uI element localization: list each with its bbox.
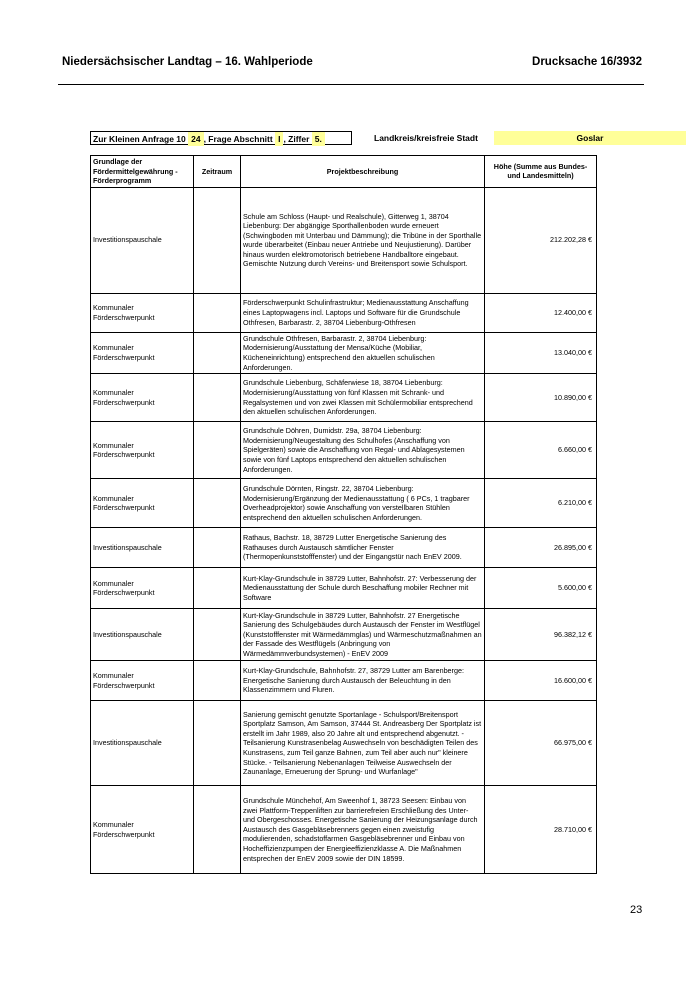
abschnitt-value: I xyxy=(275,132,283,146)
column-header-grundlage: Grundlage der Fördermittelgewährung - Förderprogramm xyxy=(91,156,194,188)
cell-grundlage: Kommunaler Förderschwerpunkt xyxy=(91,293,194,332)
cell-zeitraum xyxy=(194,479,241,528)
cell-zeitraum xyxy=(194,701,241,786)
header-parliament: Niedersächsischer Landtag – 16. Wahlperiode xyxy=(62,56,313,68)
table-body xyxy=(91,187,597,873)
cell-grundlage: Kommunaler Förderschwerpunkt xyxy=(91,332,194,373)
cell-hoehe: 12.400,00 € xyxy=(485,293,597,332)
cell-grundlage: Investitionspauschale xyxy=(91,701,194,786)
header-rule xyxy=(58,84,644,85)
table-row xyxy=(91,479,597,528)
table-row xyxy=(91,528,597,568)
anfrage-prefix: Zur Kleinen Anfrage 10 xyxy=(93,134,186,144)
table-row xyxy=(91,187,597,293)
landkreis-value: Goslar xyxy=(494,131,686,145)
table-row xyxy=(91,568,597,609)
cell-grundlage: Investitionspauschale xyxy=(91,609,194,661)
cell-beschreibung: Grundschule Münchehof, Am Sweenhof 1, 38723 Seesen: Einbau von zwei Plattform-Treppenliften zur barrierefreien Erschließung des Unter- und Obergeschosses. Energetische Sanierung der Heizungsanlage durch Austausch des Gasgebläsebrenners gegen einen zweistufig modulierenden, schadstoffarmen Gasgebläsebrenner und Einbau von Hocheffizienzpumpen der Energieeffizienzklasse A. Die Maßnahmen entsprechen der EnEV 2009 sowie der DIN 18599. xyxy=(241,786,485,874)
cell-hoehe: 6.660,00 € xyxy=(485,422,597,479)
cell-zeitraum xyxy=(194,187,241,293)
cell-beschreibung: Grundschule Dörnten, Ringstr. 22, 38704 Liebenburg: Modernisierung/Ergänzung der Medienausstattung ( 6 PCs, 1 tragbarer Overheadprojektor) sowie Anschaffung von verstellbaren Stühlen entsprechend den aktuellen schulischen Anforderungen. xyxy=(241,479,485,528)
ziffer-label: , Ziffer xyxy=(283,134,310,144)
cell-hoehe: 26.895,00 € xyxy=(485,528,597,568)
cell-beschreibung: Sanierung gemischt genutzte Sportanlage - Schulsport/Breitensport Sportplatz Samson, Am Samson, 37444 St. Andreasberg Der Sportplatz ist erstellt im Jahr 1989, also 20 Jahre alt und entsprechend abgenutzt. - Teilsanierung Kunstrasenbelag Auswechseln von beschädigten Teilen des Kunstrasens, zum Teil ganze Bahnen, zum Teil aber auch nur" kleinere Stücke. - Teilsanierung Nebenanlagen Teilweise Auswechseln der Zaunanlage, Erneuerung der Sprung- und Wurfanlage" xyxy=(241,701,485,786)
cell-hoehe: 5.600,00 € xyxy=(485,568,597,609)
cell-hoehe: 16.600,00 € xyxy=(485,661,597,701)
cell-beschreibung: Kurt-Klay-Grundschule in 38729 Lutter, Bahnhofstr. 27: Verbesserung der Medienausstattung der Schule durch Beschaffung mobiler Rechner mit Software xyxy=(241,568,485,609)
table-header-row xyxy=(91,156,597,188)
landkreis-label: Landkreis/kreisfreie Stadt xyxy=(374,133,478,143)
cell-grundlage: Kommunaler Förderschwerpunkt xyxy=(91,568,194,609)
column-header-zeitraum: Zeitraum xyxy=(194,156,241,188)
cell-hoehe: 13.040,00 € xyxy=(485,332,597,373)
cell-zeitraum xyxy=(194,332,241,373)
cell-grundlage: Investitionspauschale xyxy=(91,528,194,568)
reference-line xyxy=(90,131,604,147)
cell-beschreibung: Kurt-Klay-Grundschule in 38729 Lutter, Bahnhofstr. 27 Energetische Sanierung des Schulgebäudes durch Austausch der Fenster im Westflügel (Kunststofffenster mit Wärmedämmglas) und Wärmeschutzmaßnahmen an der Fassade des Westflügels (Anbringung von Wärmedämmverbundsystemen) - EnEV 2009 xyxy=(241,609,485,661)
cell-beschreibung: Grundschule Liebenburg, Schäferwiese 18, 38704 Liebenburg: Modernisierung/Ausstattung von fünf Klassen mit Schrank- und Regalsystemen und von zwei Klassen mit Schülermobiliar entsprechend den aktuellen schulischen Anforderungen. xyxy=(241,374,485,422)
table-row xyxy=(91,609,597,661)
table-row xyxy=(91,332,597,373)
cell-zeitraum xyxy=(194,528,241,568)
cell-beschreibung: Grundschule Othfresen, Barbarastr. 2, 38704 Liebenburg: Modernisierung/Ausstattung der Mensa/Küche (Mobiliar, Kücheneinrichtung) entsprechend den aktuellen schulischen Anforderungen. xyxy=(241,332,485,373)
cell-zeitraum xyxy=(194,374,241,422)
page-number: 23 xyxy=(630,904,643,916)
cell-grundlage: Kommunaler Förderschwerpunkt xyxy=(91,786,194,874)
cell-hoehe: 96.382,12 € xyxy=(485,609,597,661)
cell-zeitraum xyxy=(194,568,241,609)
cell-grundlage: Investitionspauschale xyxy=(91,187,194,293)
cell-hoehe: 66.975,00 € xyxy=(485,701,597,786)
cell-zeitraum xyxy=(194,293,241,332)
cell-hoehe: 28.710,00 € xyxy=(485,786,597,874)
cell-zeitraum xyxy=(194,786,241,874)
column-header-hoehe: Höhe (Summe aus Bundes- und Landesmitteln) xyxy=(485,156,597,188)
cell-zeitraum xyxy=(194,609,241,661)
anfrage-number: 24 xyxy=(188,132,203,146)
cell-beschreibung: Kurt-Klay-Grundschule, Bahnhofstr. 27, 38729 Lutter am Barenberge: Energetische Sanierung durch Austausch der Beleuchtung in den Klassenzimmern und Fluren. xyxy=(241,661,485,701)
table-row xyxy=(91,786,597,874)
table-row xyxy=(91,422,597,479)
header-drucksache: Drucksache 16/3932 xyxy=(532,56,642,68)
cell-beschreibung: Rathaus, Bachstr. 18, 38729 Lutter Energetische Sanierung des Rathauses durch Austausch sämtlicher Fenster (Thermopenkunststofffenster) und der Eingangstür nach EnEV 2009. xyxy=(241,528,485,568)
cell-hoehe: 6.210,00 € xyxy=(485,479,597,528)
ziffer-value: 5. xyxy=(312,132,325,146)
cell-beschreibung: Förderschwerpunkt Schulinfrastruktur; Medienausstattung Anschaffung eines Laptopwagens incl. Laptops und Software für die Grundschule Othfresen, Barbarastr. 2, 38704 Liebenburg-Othfresen xyxy=(241,293,485,332)
cell-beschreibung: Grundschule Döhren, Dumidstr. 29a, 38704 Liebenburg: Modernisierung/Neugestaltung des Schulhofes (Anschaffung von Spielgeräten) sowie die Anschaffung von Regal- und Ablagesystemen sowie von fünf Laptops entsprechend den aktuellen schulischen Anforderungen. xyxy=(241,422,485,479)
table-row xyxy=(91,661,597,701)
cell-beschreibung: Schule am Schloss (Haupt- und Realschule), Gitterweg 1, 38704 Liebenburg: Der abgängige Sporthallenboden wurde erneuert (Schwingboden mit Unterbau und Dämmung); die Tribüne in der Sporthalle wurde überarbeitet (Einbau neuer Antriebe und Neujustierung). Darüber hinaus wurden elektromotorisch betriebene Handballtore eingebaut. Gemischte Nutzung durch Vereins- und Breitensport sowie Schulsport. xyxy=(241,187,485,293)
anfrage-reference-box xyxy=(90,131,352,145)
column-header-beschreibung: Projektbeschreibung xyxy=(241,156,485,188)
table-row xyxy=(91,374,597,422)
table-row xyxy=(91,293,597,332)
cell-grundlage: Kommunaler Förderschwerpunkt xyxy=(91,661,194,701)
cell-zeitraum xyxy=(194,661,241,701)
cell-hoehe: 212.202,28 € xyxy=(485,187,597,293)
page-header xyxy=(62,56,642,72)
cell-grundlage: Kommunaler Förderschwerpunkt xyxy=(91,422,194,479)
cell-grundlage: Kommunaler Förderschwerpunkt xyxy=(91,374,194,422)
cell-hoehe: 10.890,00 € xyxy=(485,374,597,422)
cell-grundlage: Kommunaler Förderschwerpunkt xyxy=(91,479,194,528)
frage-label: , Frage Abschnitt xyxy=(203,134,273,144)
cell-zeitraum xyxy=(194,422,241,479)
table-row xyxy=(91,701,597,786)
funding-table xyxy=(90,155,597,874)
